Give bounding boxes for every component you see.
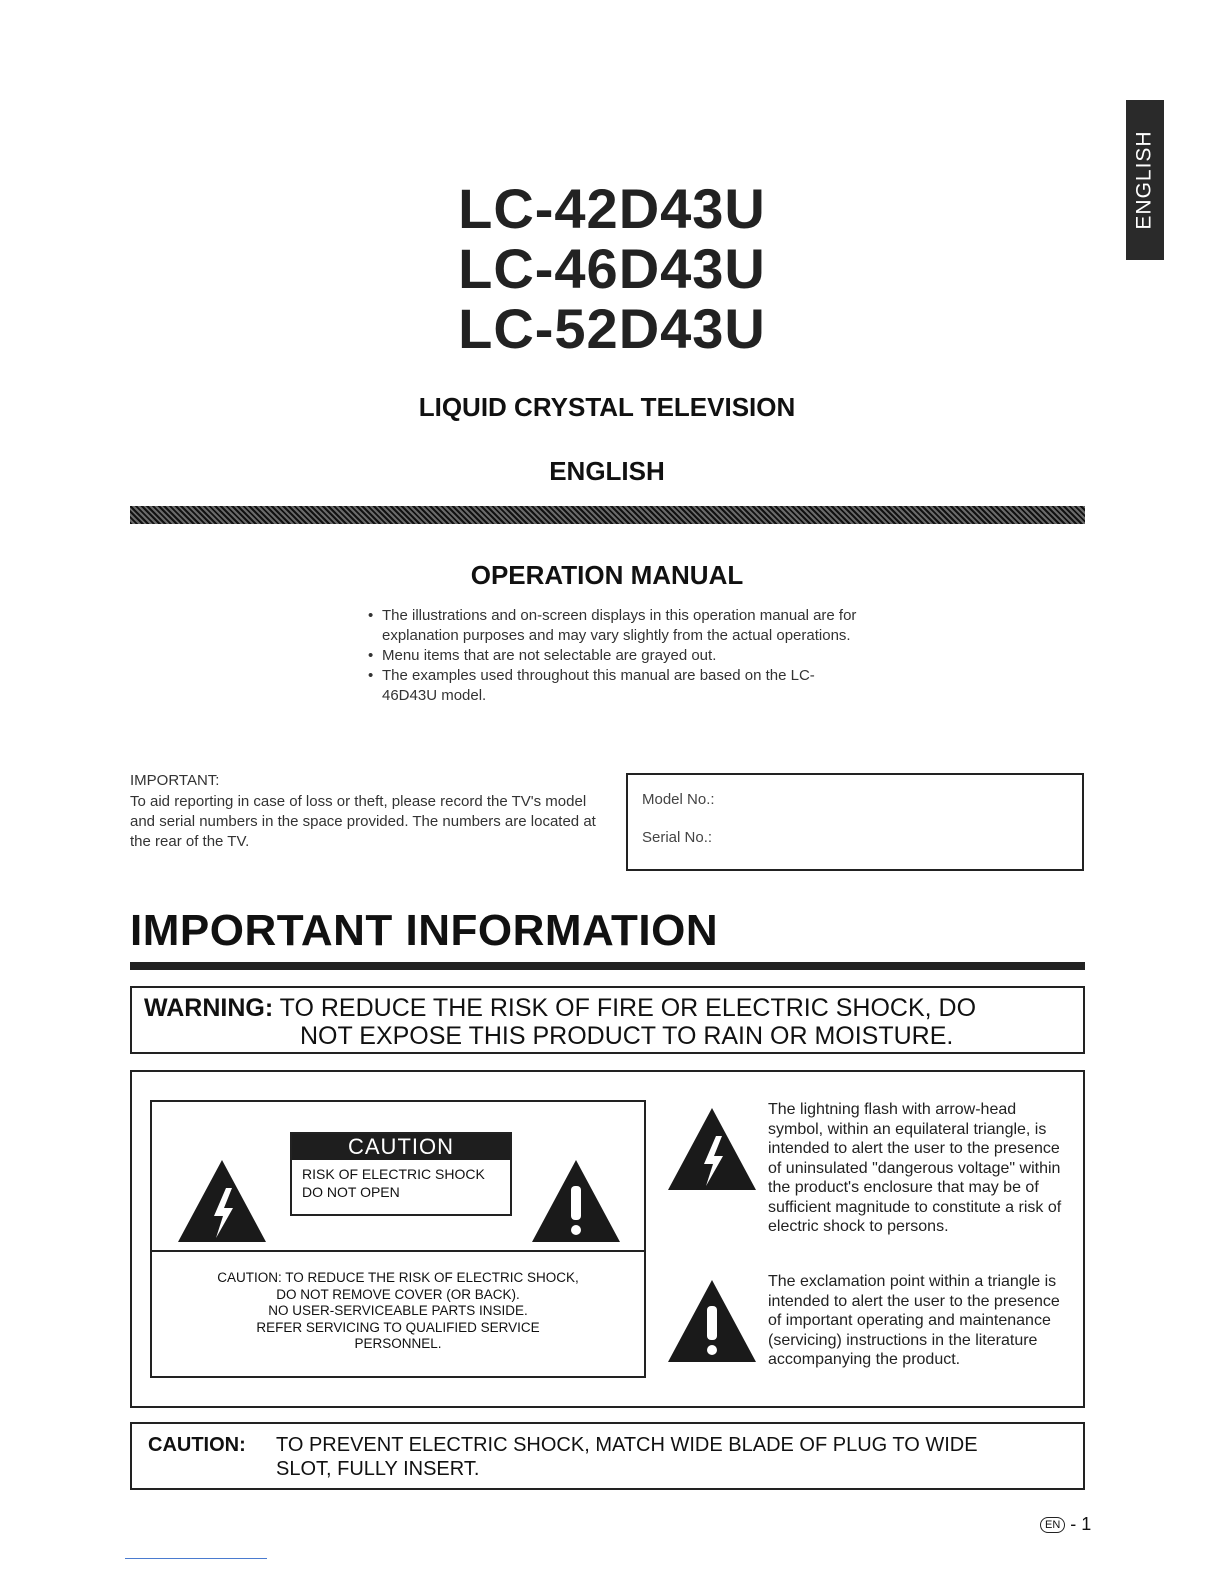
caution-label	[290, 1132, 512, 1216]
decorative-band	[130, 506, 1085, 524]
warning-line	[144, 994, 976, 1023]
caution-subtext: DO NOT OPEN	[302, 1184, 400, 1200]
warning-box	[130, 986, 1085, 1054]
important-label: IMPORTANT:	[130, 772, 220, 789]
lightning-symbol-description: The lightning flash with arrow-head symbol, within an equilateral triangle, is intended to alert the user to the presence of uninsulated "dangerous voltage" within the product's enclosure that may be of sufficient magnitude to constitute a risk of electric shock to persons.	[768, 1101, 1062, 1235]
manual-language: ENGLISH	[549, 456, 665, 486]
caution-header: CAUTION	[292, 1134, 510, 1160]
footer-rule	[125, 1558, 267, 1559]
warning-text: TO REDUCE THE RISK OF FIRE OR ELECTRIC SHOCK, DO	[279, 994, 977, 1022]
exclamation-warning-icon	[666, 1278, 758, 1364]
caution-instruction-line: CAUTION: TO REDUCE THE RISK OF ELECTRIC SHOCK,	[217, 1270, 579, 1285]
plug-caution-text: TO PREVENT ELECTRIC SHOCK, MATCH WIDE BLADE OF PLUG TO WIDE	[276, 1434, 978, 1456]
record-box	[626, 773, 1084, 871]
section-rule	[130, 962, 1085, 970]
note-item: • The illustrations and on-screen displays in this operation manual are for explanation purposes and may vary slightly from the actual operations.	[364, 606, 864, 646]
manual-title: OPERATION MANUAL	[470, 560, 744, 590]
warning-text: NOT EXPOSE THIS PRODUCT TO RAIN OR MOISTURE.	[300, 1022, 954, 1050]
model-name: LC-52D43U	[458, 297, 766, 360]
caution-instruction-line: NO USER-SERVICEABLE PARTS INSIDE.	[268, 1303, 528, 1318]
caution-label-panel	[150, 1100, 646, 1378]
plug-caution-box	[130, 1422, 1085, 1490]
page-number-text: - 1	[1070, 1514, 1092, 1534]
safety-symbols-box	[130, 1070, 1085, 1408]
page-number	[1040, 1514, 1091, 1535]
product-type: LIQUID CRYSTAL TELEVISION	[418, 392, 796, 422]
lightning-warning-icon	[176, 1158, 268, 1244]
caution-divider	[152, 1250, 644, 1252]
lightning-warning-icon	[666, 1106, 758, 1192]
exclamation-symbol-description: The exclamation point within a triangle is intended to alert the user to the presence of important operating and maintenance (servicing) instructions in the literature accompanying the product.	[768, 1273, 1060, 1368]
model-no-label: Model No.:	[642, 791, 715, 808]
manual-notes-list	[364, 606, 864, 706]
caution-instruction-line: DO NOT REMOVE COVER (OR BACK).	[276, 1286, 520, 1302]
caution-instructions	[152, 1270, 644, 1353]
important-text: To aid reporting in case of loss or theft, please record the TV's model and serial numbers in the space provided. The numbers are located at the rear of the TV.	[130, 793, 596, 850]
side-tab-label: ENGLISH	[1133, 130, 1157, 230]
exclamation-warning-icon	[530, 1158, 622, 1244]
caution-subtext: RISK OF ELECTRIC SHOCK	[302, 1166, 485, 1182]
caution-instruction-line: REFER SERVICING TO QUALIFIED SERVICE	[256, 1319, 540, 1335]
language-badge: EN	[1040, 1517, 1065, 1533]
section-title: IMPORTANT INFORMATION	[130, 906, 719, 955]
plug-caution-label: CAUTION:	[148, 1434, 246, 1456]
plug-caution-text: SLOT, FULLY INSERT.	[276, 1458, 480, 1480]
serial-no-label: Serial No.:	[642, 829, 713, 846]
model-name: LC-46D43U	[458, 237, 766, 300]
caution-instruction-line: PERSONNEL.	[354, 1336, 442, 1351]
model-name: LC-42D43U	[458, 177, 766, 240]
note-item: • Menu items that are not selectable are grayed out.	[364, 646, 864, 666]
warning-label: WARNING:	[144, 994, 274, 1022]
note-item: • The examples used throughout this manual are based on the LC-46D43U model.	[364, 666, 864, 706]
